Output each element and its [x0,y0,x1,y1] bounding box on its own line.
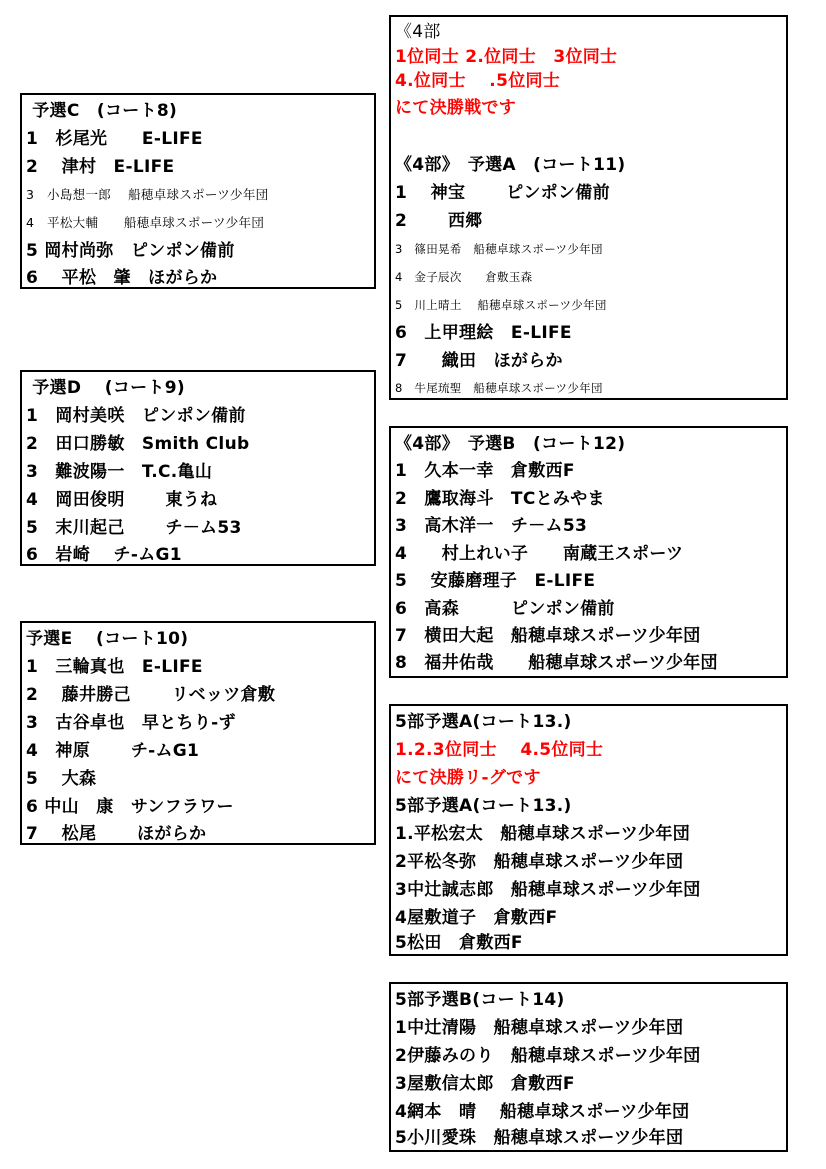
group-d-row: 2 田口勝敏 Smith Club [26,434,250,454]
group-e-row: 7 松尾 ほがらか [26,824,207,844]
div4-group-b-row: 2 鷹取海斗 TCとみやま [395,489,605,509]
div5-group-a-row: 3中辻誠志郎 船穂卓球スポーツ少年団 [395,880,701,900]
div5-group-a-title: 5部予選A(コート13.) [395,712,572,732]
div5-group-a-row: 2平松冬弥 船穂卓球スポーツ少年団 [395,852,684,872]
div4-group-a-row: 1 神宝 ピンポン備前 [395,183,610,203]
div4-group-a-row: 6 上甲理絵 E-LIFE [395,323,572,343]
div5-group-b-title: 5部予選B(コート14) [395,990,565,1010]
group-d-title: 予選D (コート9) [26,378,185,398]
div4-notice-group-a-panel [389,15,788,400]
div4-group-b-row: 3 高木洋一 チ－ム53 [395,516,588,536]
div4-group-a-title: 《4部》 予選A (コート11) [395,155,626,175]
div4-group-b-row: 7 横田大起 船穂卓球スポーツ少年団 [395,626,701,646]
div5-group-a-title-repeat: 5部予選A(コート13.) [395,796,572,816]
group-e-row: 5 大森 [26,769,97,789]
div4-group-b-row: 5 安藤磨理子 E-LIFE [395,571,596,591]
group-d-row: 1 岡村美咲 ピンポン備前 [26,406,246,426]
div5-group-b-row: 4網本 晴 船穂卓球スポーツ少年団 [395,1102,690,1122]
group-c-row: 3 小島想一郎 船穂卓球スポーツ少年団 [26,187,269,202]
div5-group-b-panel [389,982,788,1152]
div4-group-b-row: 1 久本一幸 倉敷西F [395,461,575,481]
group-e-row: 2 藤井勝己 リベッツ倉敷 [26,685,276,705]
div4-notice-line: にて決勝戦です [395,98,517,118]
group-c-panel [20,93,376,289]
div4-group-a-row: 8 牛尾琉聖 船穂卓球スポーツ少年団 [395,381,603,395]
div4-group-b-row: 4 村上れい子 南蔵王スポーツ [395,544,684,564]
group-c-row: 1 杉尾光 E-LIFE [26,129,203,149]
div4-group-a-row: 3 篠田晃希 船穂卓球スポーツ少年団 [395,242,603,256]
div5-group-b-row: 3屋敷信太郎 倉敷西F [395,1074,575,1094]
div4-group-b-row: 6 高森 ピンポン備前 [395,599,615,619]
div4-group-b-title: 《4部》 予選B (コート12) [395,434,626,454]
group-c-row: 4 平松大輔 船穂卓球スポーツ少年団 [26,215,265,230]
group-d-row: 3 難波陽一 T.C.亀山 [26,462,213,482]
div5-group-a-row: 5松田 倉敷西F [395,933,523,953]
group-d-row: 4 岡田俊明 東うね [26,490,218,510]
div5-notice-line: 1.2.3位同士 4.5位同士 [395,740,604,760]
div4-group-a-row: 7 織田 ほがらか [395,351,563,371]
group-e-panel [20,621,376,845]
group-e-row: 4 神原 チ-ムG1 [26,741,200,761]
group-e-row: 3 古谷卓也 早とちり-ず [26,713,236,733]
div5-group-b-row: 1中辻清陽 船穂卓球スポーツ少年団 [395,1018,684,1038]
group-d-panel [20,370,376,566]
group-c-row: 2 津村 E-LIFE [26,157,175,177]
group-d-row: 6 岩崎 チ-ムG1 [26,545,182,565]
div4-group-b-panel [389,426,788,678]
group-c-row: 6 平松 肇 ほがらか [26,268,218,288]
div4-group-a-row: 2 西郷 [395,211,483,231]
group-c-row: 5 岡村尚弥 ピンポン備前 [26,241,235,261]
div4-group-a-row: 5 川上晴土 船穂卓球スポーツ少年団 [395,298,607,312]
div4-notice-line: 4.位同士 .5位同士 [395,71,561,91]
div4-heading: 《4部 [395,22,441,42]
group-e-row: 6 中山 康 サンフラワー [26,797,234,817]
div5-group-b-row: 2伊藤みのり 船穂卓球スポーツ少年団 [395,1046,701,1066]
div4-group-a-row: 4 金子辰次 倉敷玉森 [395,270,533,284]
div5-group-a-panel [389,704,788,956]
group-c-title: 予選C (コート8) [26,101,178,121]
div4-notice-line: 1位同士 2.位同士 3位同士 [395,47,618,67]
spacer [395,123,782,151]
group-e-row: 1 三輪真也 E-LIFE [26,657,203,677]
group-e-title: 予選E (コート10) [26,629,189,649]
group-d-row: 5 末川起己 チ－ム53 [26,518,242,538]
div5-group-a-row: 1.平松宏太 船穂卓球スポーツ少年団 [395,824,691,844]
div4-group-b-row: 8 福井佑哉 船穂卓球スポーツ少年団 [395,653,718,673]
div5-group-b-row: 5小川愛珠 船穂卓球スポーツ少年団 [395,1128,684,1148]
div5-group-a-row: 4屋敷道子 倉敷西F [395,908,558,928]
div5-notice-line: にて決勝リ-グです [395,768,541,788]
